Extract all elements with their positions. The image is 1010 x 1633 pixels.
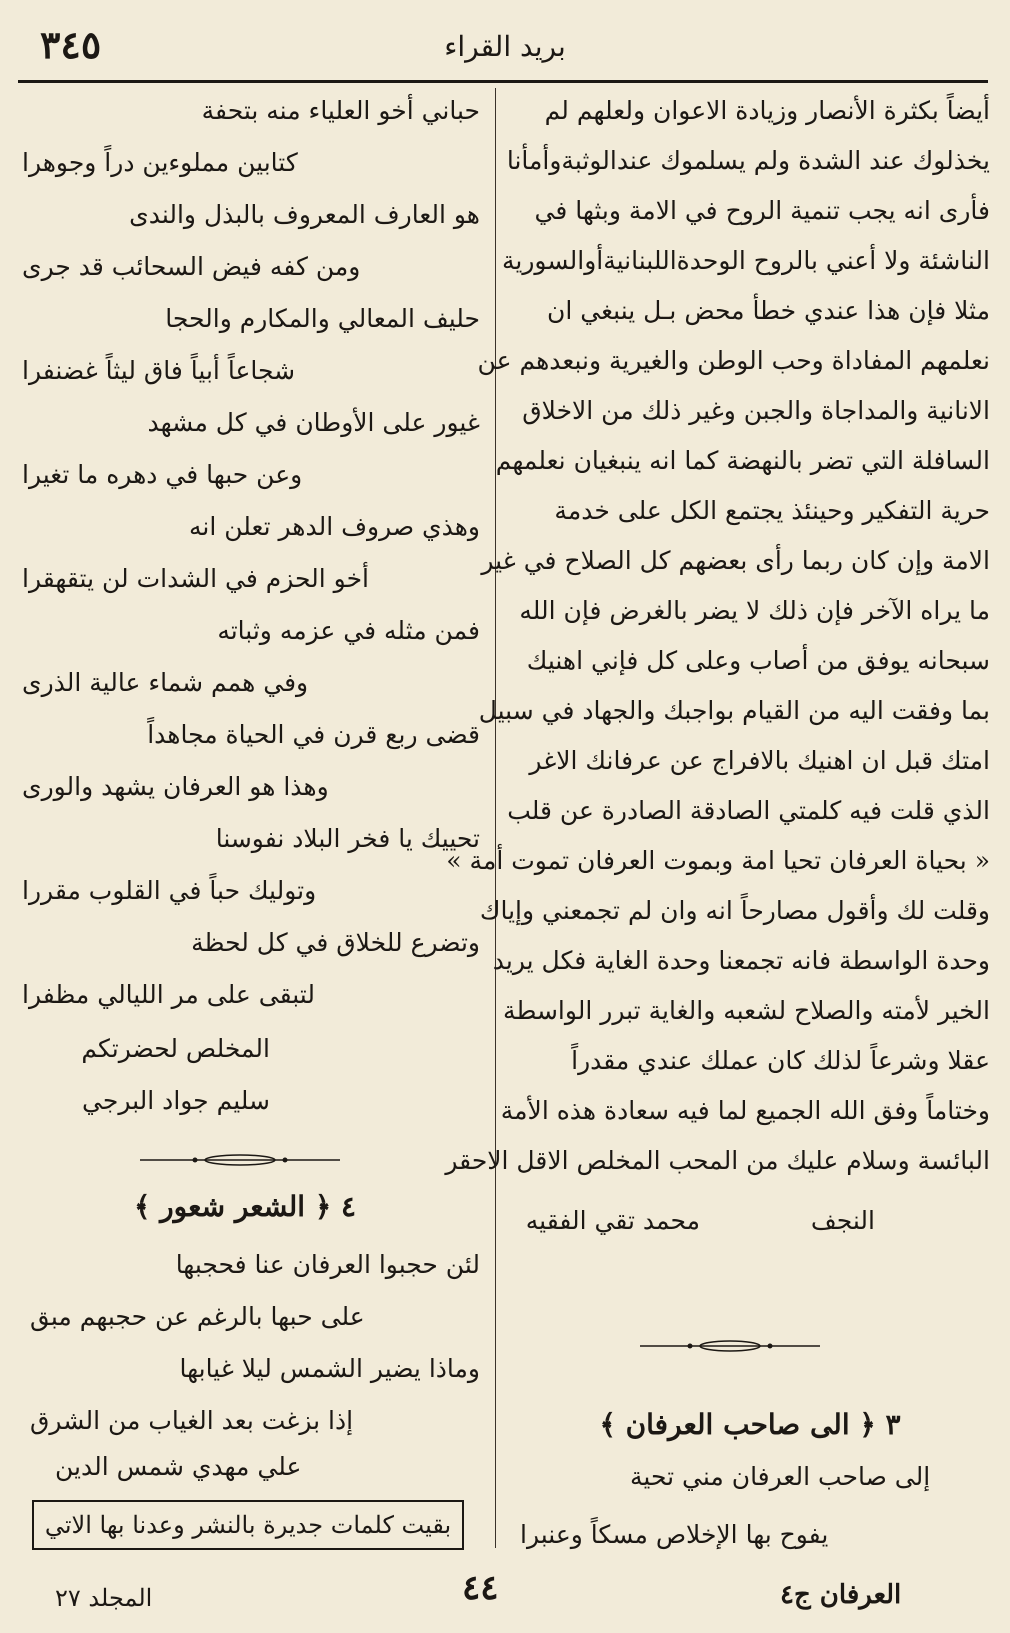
verse-hemistich: إلى صاحب العرفان مني تحية xyxy=(630,1462,931,1491)
verse-hemistich: حليف المعالي والمكارم والحجا xyxy=(165,304,480,333)
body-line: الذي قلت فيه كلمتي الصادقة الصادرة عن قلب xyxy=(507,796,990,825)
verse-hemistich: حباني أخو العلياء منه بتحفة xyxy=(201,96,480,125)
boxed-note: بقيت كلمات جديرة بالنشر وعدنا بها الاتي xyxy=(32,1500,464,1550)
body-line: الامة وإن كان ربما رأى بعضهم كل الصلاح في غير xyxy=(481,546,990,575)
verse-hemistich: لئن حجبوا العرفان عنا فحجبها xyxy=(175,1250,480,1279)
verse-hemistich: لتبقى على مر الليالي مظفرا xyxy=(22,980,315,1009)
verse-hemistich: وهذا هو العرفان يشهد والورى xyxy=(22,772,329,801)
body-line: سبحانه يوفق من أصاب وعلى كل فإني اهنيك xyxy=(526,646,990,675)
body-line: بما وفقت اليه من القيام بواجبك والجهاد في سبيل xyxy=(478,696,990,725)
footer-page-number: ٤٤ xyxy=(462,1568,499,1608)
section-3-title: ٣ ﴿ الى صاحب العرفان ﴾ xyxy=(599,1408,901,1441)
running-header-title: بريد القراء xyxy=(444,30,566,63)
footer-volume: المجلد ٢٧ xyxy=(55,1584,153,1612)
body-line: وحدة الواسطة فانه تجمعنا وحدة الغاية فكل يريد xyxy=(492,946,990,975)
verse-hemistich: فمن مثله في عزمه وثباته xyxy=(217,616,480,645)
body-line: أيضاً بكثرة الأنصار وزيادة الاعوان ولعلهم لم xyxy=(544,96,990,125)
verse-hemistich: وتوليك حباً في القلوب مقررا xyxy=(22,876,317,905)
body-line: مثلا فإن هذا عندي خطأ محض بـل ينبغي ان xyxy=(547,296,990,325)
body-line: الانانية والمداجاة والجبن وغير ذلك من الاخلاق xyxy=(522,396,990,425)
body-line: يخذلوك عند الشدة ولم يسلموك عندالوثبةوأمأنا xyxy=(506,146,990,175)
body-line: امتك قبل ان اهنيك بالافراج عن عرفانك الاغر xyxy=(529,746,990,775)
verse-hemistich: كتابين مملوءين دراً وجوهرا xyxy=(22,148,298,177)
body-line: الناشئة ولا أعني بالروح الوحدةاللبنانيةأوالسورية xyxy=(501,246,990,275)
body-line: فأرى انه يجب تنمية الروح في الامة وبثها في xyxy=(534,196,990,225)
body-line: وختاماً وفق الله الجميع لما فيه سعادة هذه الأمة xyxy=(500,1096,990,1125)
left-column xyxy=(22,96,480,1156)
right-column xyxy=(445,96,990,1356)
body-line: وقلت لك وأقول مصارحاً انه وان لم تجمعني وإياك xyxy=(479,896,990,925)
ornament-divider xyxy=(640,1336,820,1356)
verse-hemistich: وهذي صروف الدهر تعلن انه xyxy=(188,512,480,541)
body-line: البائسة وسلام عليك من المحب المخلص الاقل الاحقر xyxy=(445,1146,990,1175)
body-line-quote: « بحياة العرفان تحيا امة وبموت العرفان تموت أمة » xyxy=(446,846,990,875)
verse-hemistich: تحييك يا فخر البلاد نفوسنا xyxy=(215,824,480,853)
footer-issue: العرفان ج٤ xyxy=(780,1580,902,1610)
closing-phrase: المخلص لحضرتكم xyxy=(81,1034,270,1063)
verse-hemistich: وعن حبها في دهره ما تغيرا xyxy=(22,460,303,489)
place-label: النجف xyxy=(810,1206,875,1235)
body-line: عقلا وشرعاً لذلك كان عملك عندي مقدراً xyxy=(571,1046,990,1075)
header-rule xyxy=(18,80,988,83)
verse-hemistich: يفوح بها الإخلاص مسكاً وعنبرا xyxy=(520,1520,829,1549)
verse-hemistich: وتضرع للخلاق في كل لحظة xyxy=(191,928,480,957)
signature: سليم جواد البرجي xyxy=(82,1086,270,1115)
section-4-title: ٤ ﴿ الشعر شعور ﴾ xyxy=(133,1190,357,1223)
verse-hemistich: ومن كفه فيض السحائب قد جرى xyxy=(22,252,361,281)
body-line: الخير لأمته والصلاح لشعبه والغاية تبرر الواسطة xyxy=(503,996,990,1025)
body-line: ما يراه الآخر فإن ذلك لا يضر بالغرض فإن الله xyxy=(519,596,990,625)
verse-hemistich: هو العارف المعروف بالبذل والندى xyxy=(129,200,480,229)
verse-hemistich: وماذا يضير الشمس ليلا غيابها xyxy=(179,1354,480,1383)
verse-hemistich: إذا بزغت بعد الغياب من الشرق xyxy=(30,1406,354,1435)
verse-hemistich: قضى ربع قرن في الحياة مجاهداً xyxy=(147,720,480,749)
verse-hemistich: أخو الحزم في الشدات لن يتقهقرا xyxy=(22,564,369,593)
body-line: السافلة التي تضر بالنهضة كما انه ينبغيان نعلمهم xyxy=(495,446,990,475)
body-line: نعلمهم المفاداة وحب الوطن والغيرية ونبعدهم عن xyxy=(477,346,990,375)
body-line: حرية التفكير وحينئذ يجتمع الكل على خدمة xyxy=(554,496,990,525)
verse-hemistich: على حبها بالرغم عن حجبهم مبق xyxy=(30,1302,365,1331)
author-name: محمد تقي الفقيه xyxy=(525,1206,700,1235)
verse-hemistich: وفي همم شماء عالية الذرى xyxy=(22,668,309,697)
verse-hemistich: شجاعاً أبياً فاق ليثاً غضنفرا xyxy=(22,356,296,385)
author-name: علي مهدي شمس الدين xyxy=(55,1452,302,1481)
verse-hemistich: غيور على الأوطان في كل مشهد xyxy=(147,408,480,437)
column-divider xyxy=(495,88,496,1548)
page-number: ٣٤٥ xyxy=(40,22,102,67)
ornament-divider xyxy=(140,1150,340,1170)
